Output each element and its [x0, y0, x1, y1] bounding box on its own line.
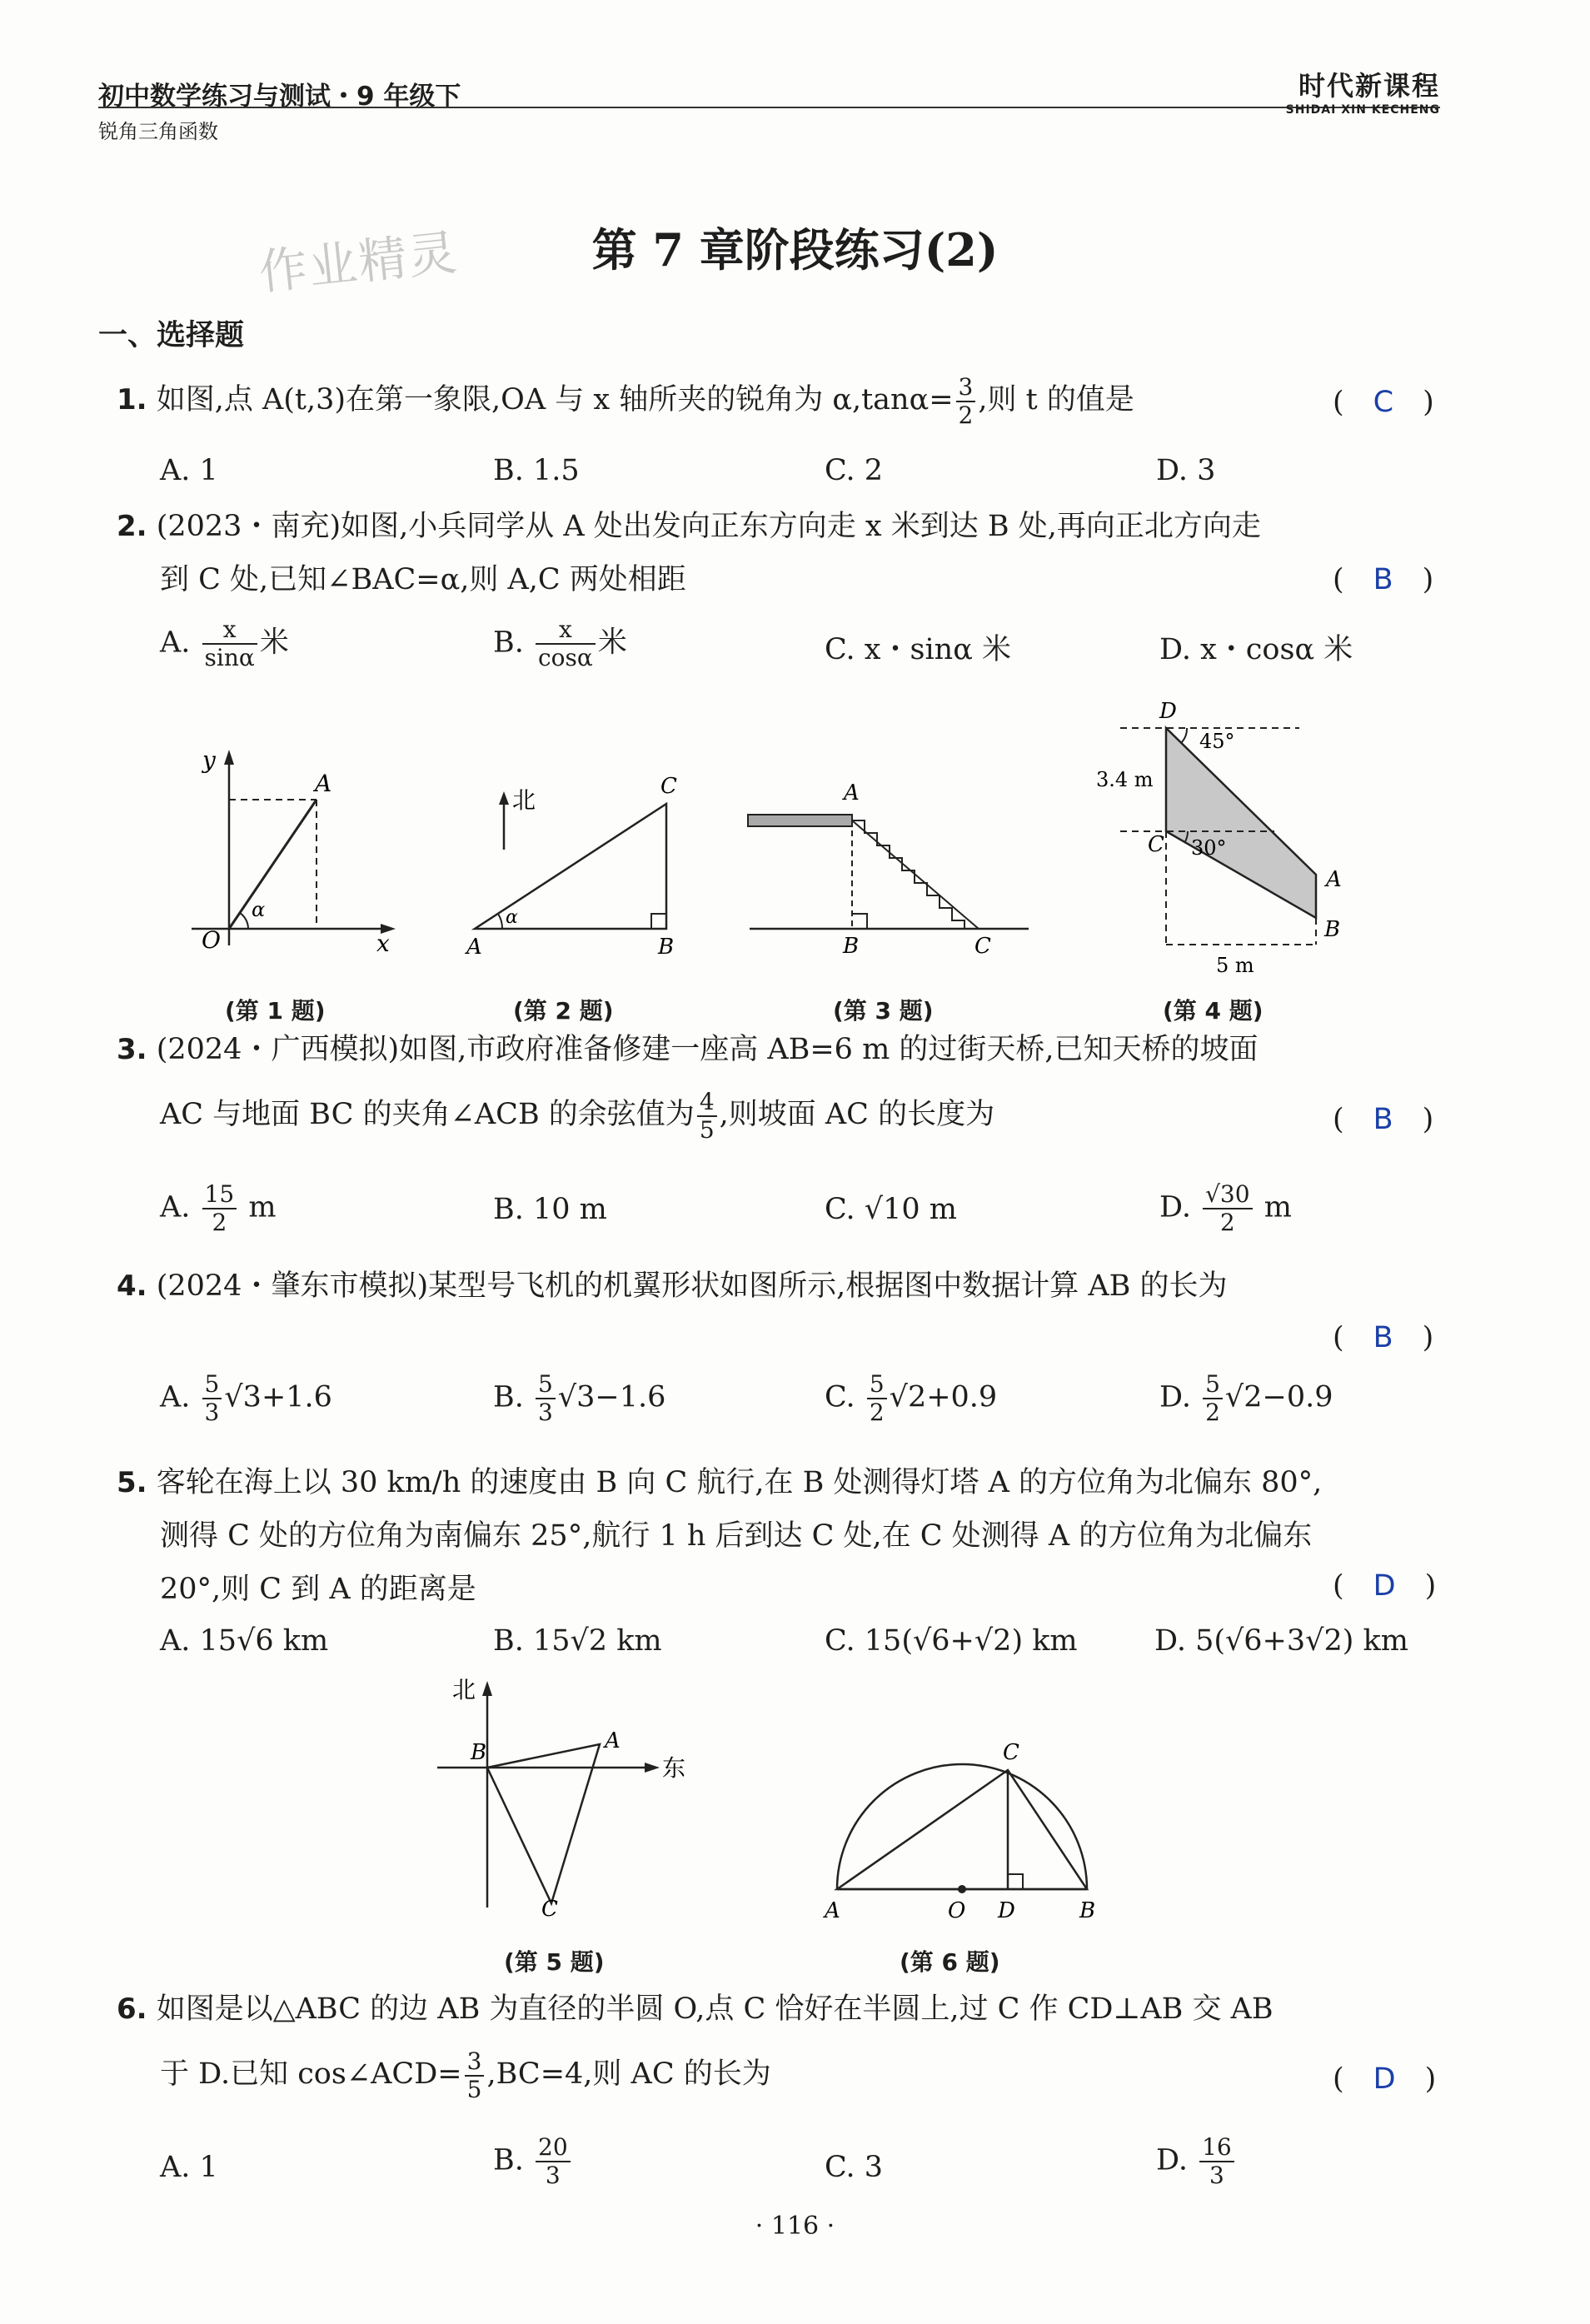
question-text: 于 D.已知 cos∠ACD=	[160, 2057, 462, 2091]
option-a: A. 15√6 km	[160, 1624, 329, 1658]
fraction	[1199, 2134, 1234, 2189]
numerator: 3	[465, 2048, 485, 2077]
question-number: 1.	[117, 383, 147, 416]
figure-caption: (第 5 题)	[504, 1948, 605, 1976]
option-d	[1159, 1181, 1292, 1236]
denominator: 2	[212, 1209, 227, 1236]
option-expression: √3−1.6	[557, 1380, 666, 1414]
option-c: C. √10 m	[825, 1193, 957, 1226]
numerator: 16	[1199, 2134, 1234, 2162]
option-label: B.	[493, 1380, 524, 1414]
question-text: 到 C 处,已知∠BAC=α,则 A,C 两处相距	[160, 563, 686, 596]
figure-caption: (第 2 题)	[513, 997, 614, 1025]
unit: 米	[597, 626, 627, 660]
header-rule	[98, 107, 1440, 108]
book-title: 初中数学练习与测试・9 年级下	[98, 82, 461, 112]
fraction	[202, 1371, 222, 1426]
figure-caption: (第 1 题)	[225, 997, 326, 1025]
option-a: A. 1	[160, 2151, 218, 2184]
point-a-label: A	[466, 935, 482, 960]
option-c: C. x・sinα 米	[825, 633, 1011, 666]
figure-4	[1083, 693, 1374, 976]
option-label: D.	[1159, 1380, 1191, 1414]
fraction	[1203, 1181, 1252, 1236]
denominator: sinα	[204, 644, 255, 671]
question-text: 如图,点 A(t,3)在第一象限,OA 与 x 轴所夹的锐角为 α,tanα=	[156, 383, 954, 416]
figure-5	[425, 1666, 708, 1933]
brand-name: 时代新课程	[1298, 70, 1440, 102]
question-1	[117, 373, 1134, 429]
option-b: B. 15√2 km	[493, 1624, 662, 1658]
fraction	[1203, 1371, 1223, 1426]
figure-3	[741, 775, 1041, 966]
denominator: 2	[1205, 1399, 1220, 1426]
question-text: (2023・南充)如图,小兵同学从 A 处出发向正东方向走 x 米到达 B 处,再向正北方向走	[156, 510, 1261, 543]
unit: m	[1264, 1190, 1292, 1224]
section-heading: 一、选择题	[98, 319, 245, 352]
figure-caption: (第 3 题)	[833, 997, 934, 1025]
question-text: (2024・广西模拟)如图,市政府准备修建一座高 AB=6 m 的过街天桥,已知天桥的坡面	[156, 1033, 1259, 1066]
numerator: 5	[867, 1371, 887, 1399]
answer-5: ( D )	[1333, 1569, 1437, 1603]
denominator: 5	[699, 1115, 715, 1144]
numerator: 5	[536, 1371, 556, 1399]
page-title: 第 7 章阶段练习(2)	[591, 223, 999, 277]
angle-45-label: 45°	[1199, 730, 1235, 753]
point-b-label: B	[1079, 1898, 1096, 1923]
option-label: A.	[160, 1380, 191, 1414]
fraction	[536, 616, 596, 671]
point-a-label: A	[825, 1898, 840, 1923]
page-number: · 116 ·	[755, 2212, 835, 2241]
height-label: 3.4 m	[1096, 768, 1154, 791]
question-4	[117, 1259, 1227, 1313]
option-b	[493, 1371, 665, 1426]
point-a-label: A	[315, 770, 332, 797]
figure-6	[808, 1733, 1108, 1933]
option-d: D. 3	[1156, 454, 1216, 487]
unit: 米	[259, 626, 289, 660]
option-c: C. 3	[825, 2151, 884, 2184]
option-label: D.	[1159, 1190, 1191, 1224]
option-expression: √3+1.6	[224, 1380, 332, 1414]
answer-2: ( B )	[1333, 563, 1434, 596]
angle-label: α	[252, 898, 266, 921]
point-d-label: D	[998, 1898, 1015, 1923]
question-3	[117, 1023, 1466, 1144]
numerator: 20	[536, 2134, 571, 2162]
brand-pinyin: SHIDAI XIN KECHENG	[1285, 103, 1440, 117]
point-c-label: C	[541, 1897, 558, 1922]
point-c-label: C	[660, 774, 677, 799]
fraction	[536, 1371, 556, 1426]
point-o-label: O	[202, 926, 221, 954]
fraction	[202, 616, 257, 671]
numerator: x	[536, 616, 596, 645]
watermark: 作业精灵	[256, 223, 461, 302]
option-c	[825, 1371, 997, 1426]
option-c: C. 2	[825, 454, 884, 487]
numerator: 5	[1203, 1371, 1223, 1399]
axis-x-label: x	[376, 930, 390, 957]
question-6	[117, 1982, 1466, 2103]
point-c-label: C	[974, 934, 991, 959]
question-number: 3.	[117, 1033, 147, 1066]
denominator: 3	[1209, 2162, 1224, 2189]
option-label: A.	[160, 626, 191, 660]
option-a	[160, 616, 289, 671]
question-number: 4.	[117, 1269, 147, 1303]
numerator: 5	[202, 1371, 222, 1399]
option-label: A.	[160, 1190, 191, 1224]
question-text: ,则坡面 AC 的长度为	[719, 1098, 995, 1131]
answer-value: C	[1373, 386, 1394, 419]
option-b: B. 10 m	[493, 1193, 607, 1226]
denominator: 5	[466, 2075, 482, 2103]
option-label: B.	[493, 626, 524, 660]
answer-4: ( B )	[1333, 1321, 1434, 1354]
option-b: B. 1.5	[493, 454, 580, 487]
question-number: 2.	[117, 510, 147, 543]
denominator: 2	[1219, 1209, 1235, 1236]
question-text: 20°,则 C 到 A 的距离是	[160, 1573, 476, 1606]
option-d	[1156, 2134, 1237, 2189]
width-label: 5 m	[1216, 954, 1254, 976]
point-d-label: D	[1159, 699, 1177, 724]
option-b	[493, 616, 627, 671]
question-text: (2024・肇东市模拟)某型号飞机的机翼形状如图所示,根据图中数据计算 AB 的长为	[156, 1269, 1228, 1303]
point-b-label: B	[843, 934, 860, 959]
point-c-label: C	[1003, 1740, 1019, 1765]
figure-caption: (第 6 题)	[900, 1948, 1000, 1976]
point-c-label: C	[1148, 832, 1164, 857]
option-c: C. 15(√6+√2) km	[825, 1624, 1078, 1658]
point-b-label: B	[1324, 917, 1341, 942]
brand-logo	[1286, 65, 1440, 117]
north-label: 北	[452, 1676, 476, 1703]
numerator: 4	[697, 1089, 717, 1117]
chapter-subtitle: 锐角三角函数	[98, 120, 218, 143]
option-label: C.	[825, 1380, 855, 1414]
question-2	[117, 500, 1449, 606]
option-label: D.	[1156, 2143, 1188, 2177]
figure-2	[454, 758, 704, 966]
answer-value: B	[1373, 563, 1393, 596]
option-b	[493, 2134, 573, 2189]
point-o-label: O	[948, 1898, 966, 1923]
answer-value: D	[1373, 2062, 1396, 2096]
answer-1: ( C )	[1333, 386, 1434, 419]
denominator: 2	[869, 1399, 885, 1426]
fraction	[465, 2048, 485, 2103]
option-d: D. 5(√6+3√2) km	[1154, 1624, 1408, 1658]
answer-value: B	[1373, 1321, 1393, 1354]
east-label: 东	[662, 1754, 686, 1782]
fraction	[867, 1371, 887, 1426]
north-label: 北	[512, 786, 536, 814]
question-text: 客轮在海上以 30 km/h 的速度由 B 向 C 航行,在 B 处测得灯塔 A 的方位角为北偏东 80°,	[156, 1466, 1323, 1499]
option-d	[1159, 1371, 1333, 1426]
denominator: 2	[958, 401, 974, 429]
answer-3: ( B )	[1333, 1103, 1434, 1136]
question-text: AC 与地面 BC 的夹角∠ACB 的余弦值为	[160, 1098, 695, 1131]
question-5	[117, 1456, 1466, 1616]
numerator: 15	[202, 1181, 237, 1209]
option-label: B.	[493, 2143, 524, 2177]
question-number: 6.	[117, 1992, 147, 2026]
denominator: 3	[204, 1399, 220, 1426]
fraction	[956, 374, 976, 429]
option-expression: √2−0.9	[1224, 1380, 1333, 1414]
option-expression: √2+0.9	[889, 1380, 998, 1414]
point-a-label: A	[844, 780, 860, 805]
numerator: 3	[956, 374, 976, 402]
answer-value: B	[1373, 1103, 1393, 1136]
figure-caption: (第 4 题)	[1163, 997, 1264, 1025]
point-a-label: A	[605, 1728, 621, 1753]
option-d: D. x・cosα 米	[1159, 633, 1353, 666]
fraction	[202, 1181, 237, 1236]
angle-label: α	[506, 907, 518, 928]
answer-6: ( D )	[1333, 2062, 1437, 2096]
question-text: ,则 t 的值是	[978, 383, 1134, 416]
question-text: 测得 C 处的方位角为南偏东 25°,航行 1 h 后到达 C 处,在 C 处测得 A 的方位角为北偏东	[160, 1519, 1313, 1553]
option-a	[160, 1371, 332, 1426]
question-text: 如图是以△ABC 的边 AB 为直径的半圆 O,点 C 恰好在半圆上,过 C 作 CD⊥AB 交 AB	[156, 1992, 1273, 2026]
point-a-label: A	[1326, 867, 1342, 892]
denominator: cosα	[538, 644, 593, 671]
numerator: √30	[1203, 1181, 1252, 1209]
option-a	[160, 1181, 277, 1236]
denominator: 3	[545, 2162, 561, 2189]
point-b-label: B	[658, 935, 675, 960]
axis-y-label: y	[202, 746, 216, 774]
numerator: x	[202, 616, 257, 645]
denominator: 3	[538, 1399, 553, 1426]
answer-value: D	[1373, 1569, 1396, 1603]
figure-1	[150, 716, 416, 966]
unit: m	[248, 1190, 277, 1224]
angle-30-label: 30°	[1191, 836, 1227, 860]
fraction	[536, 2134, 571, 2189]
point-b-label: B	[471, 1740, 487, 1765]
option-a: A. 1	[160, 454, 218, 487]
question-number: 5.	[117, 1466, 147, 1499]
fraction	[697, 1089, 717, 1144]
question-text: ,BC=4,则 AC 的长为	[486, 2057, 771, 2091]
